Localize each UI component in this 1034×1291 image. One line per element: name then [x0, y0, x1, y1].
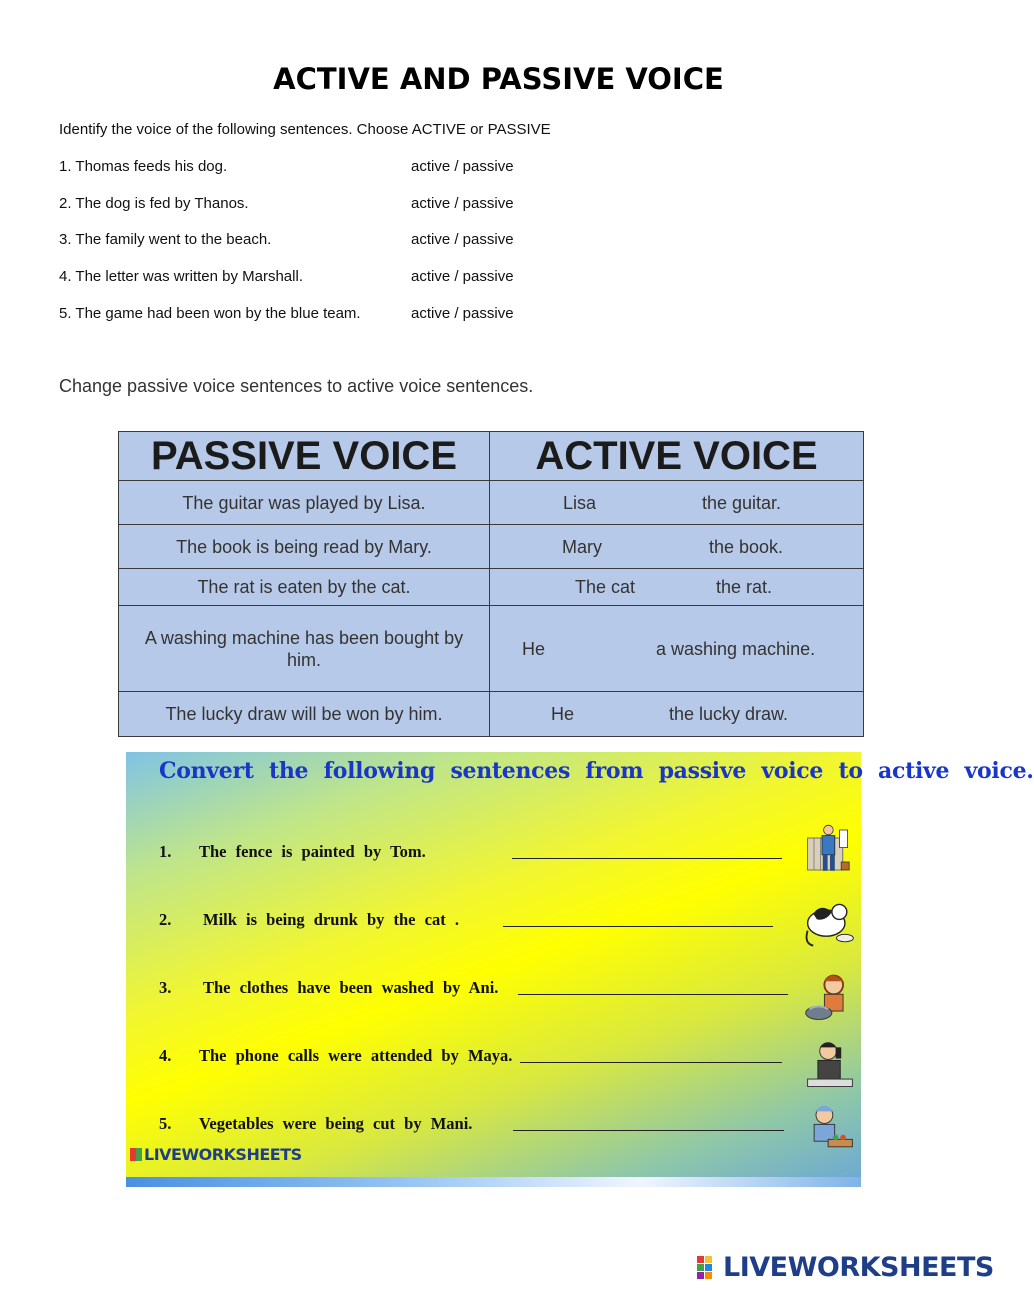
phone-call-clipart-icon	[802, 1038, 858, 1094]
item-text: Vegetables were being cut by Mani.	[199, 1114, 473, 1133]
panel-title: Convert the following sentences from passive voice to active voice.	[159, 758, 1034, 784]
item-number: 5.	[159, 1114, 172, 1133]
active-object: the rat.	[716, 577, 773, 597]
answer-line[interactable]	[518, 994, 788, 995]
table-row	[119, 692, 864, 737]
passive-sentence: The guitar was played by Lisa.	[119, 481, 490, 525]
section1-instruction: Identify the voice of the following sentences. Choose ACTIVE or PASSIVE	[59, 121, 551, 138]
active-object: the book.	[709, 536, 784, 557]
table-header-row	[119, 432, 864, 481]
list-item	[59, 195, 659, 232]
item-number: 2.	[159, 910, 172, 929]
list-item	[126, 1114, 861, 1144]
logo-blocks-icon	[697, 1256, 721, 1280]
passive-sentence: The book is being read by Mary.	[119, 525, 490, 569]
list-item	[126, 910, 861, 940]
answer-line[interactable]	[503, 926, 773, 927]
cutting-vegetables-clipart-icon	[802, 1102, 858, 1158]
voice-choice[interactable]: active / passive	[411, 194, 514, 212]
panel-logo: LIVEWORKSHEETS	[130, 1145, 302, 1164]
answer-line[interactable]	[520, 1062, 782, 1063]
cat-milk-clipart-icon	[802, 897, 858, 953]
sentence-text: 5. The game had been won by the blue team.	[59, 304, 361, 322]
answer-line[interactable]	[513, 1130, 784, 1131]
active-cell[interactable]	[490, 481, 864, 525]
voice-choice[interactable]: active / passive	[411, 231, 514, 249]
washing-clothes-clipart-icon	[802, 970, 858, 1026]
item-number: 1.	[159, 842, 172, 861]
active-subject: He	[522, 638, 546, 659]
active-cell[interactable]	[490, 606, 864, 692]
sentence-text: 1. Thomas feeds his dog.	[59, 158, 228, 175]
painter-clipart-icon	[802, 822, 858, 878]
item-text: The fence is painted by Tom.	[199, 842, 426, 861]
item-text: The clothes have been washed by Ani.	[203, 978, 499, 997]
passive-sentence: The rat is eaten by the cat.	[119, 569, 490, 606]
section1-list	[59, 158, 659, 341]
active-cell[interactable]	[490, 525, 864, 569]
logo-blocks-icon	[130, 1148, 142, 1161]
active-cell[interactable]	[490, 692, 864, 737]
active-subject: Lisa	[563, 492, 597, 513]
page-title: ACTIVE AND PASSIVE VOICE	[273, 62, 724, 96]
active-subject: Mary	[562, 536, 602, 557]
list-item	[126, 978, 861, 1008]
table-row	[119, 481, 864, 525]
list-item	[59, 158, 659, 195]
list-item	[59, 268, 659, 305]
voice-table	[118, 431, 864, 737]
table-row	[119, 606, 864, 692]
panel-bottom-bar	[126, 1177, 861, 1187]
voice-choice[interactable]: active / passive	[411, 268, 514, 286]
active-subject: The cat	[575, 577, 636, 597]
active-object: the guitar.	[702, 492, 782, 513]
passive-sentence: A washing machine has been bought by him.	[119, 606, 490, 692]
voice-choice[interactable]: active / passive	[411, 304, 514, 322]
passive-sentence: The lucky draw will be won by him.	[119, 692, 490, 737]
answer-line[interactable]	[512, 858, 782, 859]
active-header: ACTIVE VOICE	[490, 432, 864, 481]
active-subject: He	[551, 704, 575, 724]
sentence-text: 3. The family went to the beach.	[59, 231, 272, 249]
sentence-text: 4. The letter was written by Marshall.	[59, 268, 303, 286]
active-cell[interactable]	[490, 569, 864, 606]
item-number: 4.	[159, 1046, 172, 1065]
active-object: the lucky draw.	[669, 704, 789, 724]
voice-choice[interactable]: active / passive	[411, 158, 514, 175]
item-text: Milk is being drunk by the cat .	[203, 910, 459, 929]
item-text: The phone calls were attended by Maya.	[199, 1046, 513, 1065]
table-row	[119, 525, 864, 569]
footer-logo-text: LIVEWORKSHEETS	[723, 1252, 994, 1283]
list-item	[126, 1046, 861, 1076]
table-row	[119, 569, 864, 606]
sentence-text: 2. The dog is fed by Thanos.	[59, 194, 249, 212]
active-object: a washing machine.	[656, 638, 816, 659]
section2-instruction: Change passive voice sentences to active voice sentences.	[59, 376, 534, 396]
passive-header: PASSIVE VOICE	[119, 432, 490, 481]
item-number: 3.	[159, 978, 172, 997]
list-item	[126, 842, 861, 872]
convert-exercise-panel	[126, 752, 1034, 1187]
list-item	[59, 231, 659, 268]
list-item	[59, 305, 659, 342]
